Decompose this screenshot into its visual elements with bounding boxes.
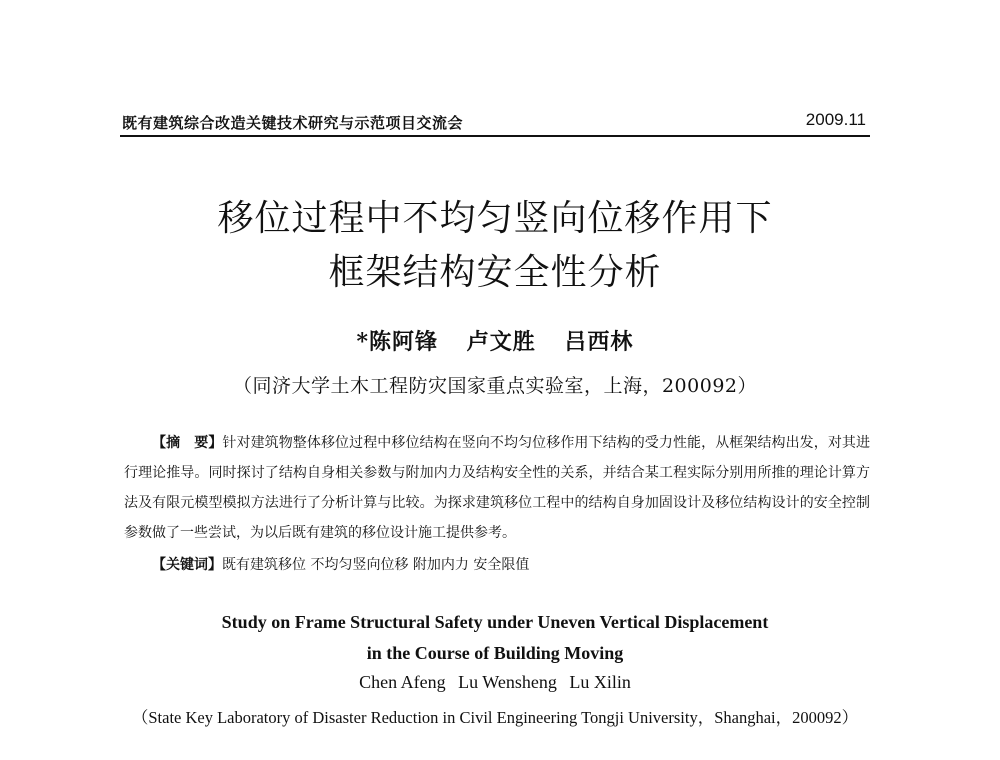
keywords-label: 【关键词】 [152,557,222,573]
author-cn-3: 吕西林 [564,329,634,355]
title-en-line2: in the Course of Building Moving [366,643,624,663]
affiliation-cn: （同济大学土木工程防灾国家重点实验室，上海，200092） [232,375,758,397]
header-rule [120,135,870,137]
abstract-label: 【摘 要】 [152,435,223,451]
title-en-line1: Study on Frame Structural Safety under Uneven Vertical Displacement [221,612,769,632]
conference-date: 2009.11 [805,110,866,129]
author-en-3: Lu Xilin [569,672,631,692]
authors-cn [100,325,890,356]
abstract-text: 针对建筑物整体移位过程中移位结构在竖向不均匀位移作用下结构的受力性能，从框架结构出发，对其进行理论推导。同时探讨了结构自身相关参数与附加内力及结构安全性的关系，并结合某工程实际分别用所推的理论计算方法及有限元模型模拟方法进行了分析计算与比较。为探求建筑移位工程中的结构自身加固设计及移位结构设计的安全控制参数做了一些尝试，为以后既有建筑的移位设计施工提供参考。 [124,435,871,541]
authors-en [100,672,890,693]
author-cn-2: 卢文胜 [466,329,536,355]
conference-name: 既有建筑综合改造关键技术研究与示范项目交流会 [122,114,464,132]
abstract [124,428,870,548]
title-cn-line1: 移位过程中不均匀竖向位移作用下 [217,198,773,239]
affiliation-en: （State Key Laboratory of Disaster Reduction in Civil Engineering Tongji University，Shanghai，200092） [131,708,859,727]
author-en-2: Lu Wensheng [458,672,557,692]
running-header [120,110,870,136]
keywords [152,550,872,580]
author-en-1: Chen Afeng [359,672,446,692]
title-cn-line2: 框架结构安全性分析 [328,252,662,293]
keywords-text: 既有建筑移位 不均匀竖向位移 附加内力 安全限值 [222,557,530,573]
author-cn-1: *陈阿锋 [356,329,439,355]
